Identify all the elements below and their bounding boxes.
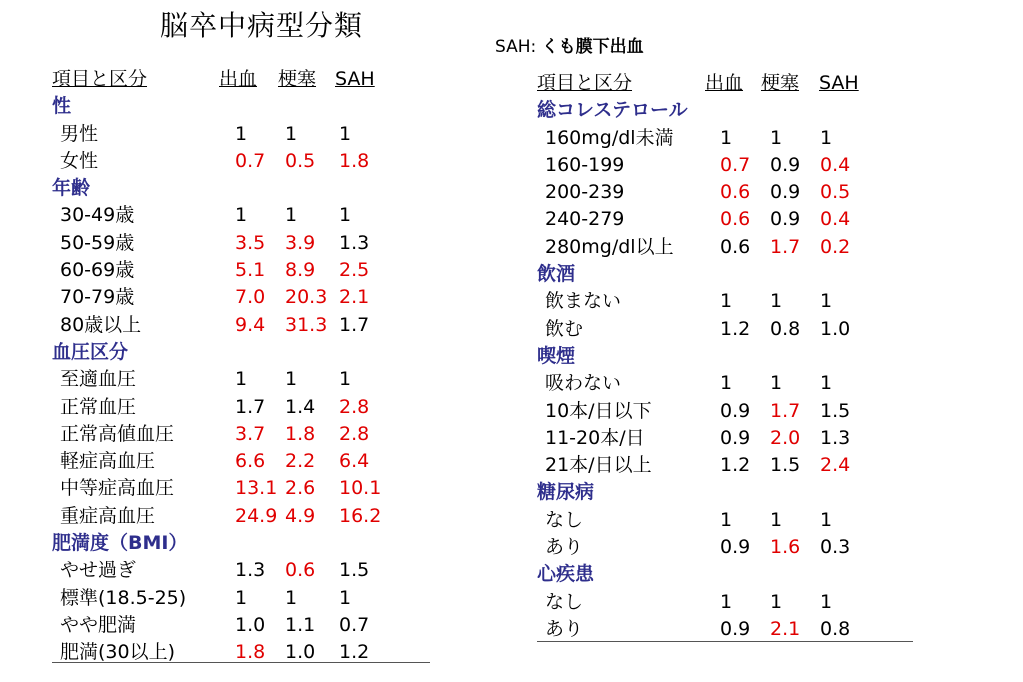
table-row [52, 585, 432, 612]
sah-value: 1.7 [339, 313, 370, 336]
row-label: 吸わない [545, 372, 622, 395]
infarction-value: 2.0 [770, 426, 801, 449]
sah-note-prefix: SAH: [495, 37, 542, 57]
category-label: 飲酒 [537, 263, 576, 286]
hemorrhage-value: 3.5 [235, 231, 266, 254]
infarction-value: 1 [770, 372, 783, 395]
hemorrhage-value: 1.2 [720, 317, 751, 340]
infarction-value: 1.8 [285, 422, 316, 445]
table-row [52, 421, 432, 448]
hemorrhage-value: 6.6 [235, 450, 266, 473]
table-row [537, 534, 915, 561]
infarction-value: 1.7 [770, 399, 801, 422]
sah-value: 0.4 [820, 208, 851, 231]
hemorrhage-value: 0.7 [235, 149, 266, 172]
row-label: やせ過ぎ [60, 559, 137, 582]
sah-value: 1 [339, 586, 352, 609]
category-row [537, 343, 915, 370]
table-row [52, 202, 432, 229]
sah-value: 1.3 [820, 426, 851, 449]
hemorrhage-value: 0.7 [720, 153, 751, 176]
category-label: 喫煙 [537, 344, 576, 367]
infarction-value: 8.9 [285, 259, 316, 282]
hemorrhage-value: 24.9 [235, 504, 278, 527]
table-row [52, 503, 432, 530]
header-label: 項目と区分 [537, 72, 633, 94]
table-row [537, 425, 915, 452]
infarction-value: 1 [770, 126, 783, 149]
infarction-value: 1.0 [285, 641, 316, 664]
hemorrhage-value: 0.9 [720, 399, 751, 422]
sah-value: 2.1 [339, 286, 370, 309]
category-label: 性 [52, 95, 72, 118]
row-label: 70-79歳 [60, 286, 135, 309]
sah-value: 1 [820, 290, 833, 313]
table-row [537, 206, 915, 233]
row-label: 女性 [60, 149, 99, 172]
table-row [537, 616, 915, 643]
sah-value: 16.2 [339, 504, 382, 527]
infarction-value: 0.9 [770, 208, 801, 231]
category-row [52, 530, 432, 557]
hemorrhage-value: 1 [235, 122, 248, 145]
row-label: 160mg/dl未満 [545, 126, 674, 149]
table-row [537, 316, 915, 343]
table-row [537, 125, 915, 152]
row-label: 飲まない [545, 290, 622, 313]
infarction-value: 3.9 [285, 231, 316, 254]
infarction-value: 1 [770, 290, 783, 313]
infarction-value: 2.1 [770, 617, 801, 640]
category-label: 年齢 [52, 177, 91, 200]
infarction-value: 0.8 [770, 317, 801, 340]
left-table [52, 66, 432, 667]
infarction-value: 1.7 [770, 235, 801, 258]
sah-value: 0.3 [820, 536, 851, 559]
hemorrhage-value: 0.9 [720, 536, 751, 559]
infarction-value: 1 [770, 508, 783, 531]
table-row [52, 121, 432, 148]
table-row [537, 370, 915, 397]
category-row [52, 339, 432, 366]
sah-note-text: くも膜下出血 [541, 37, 644, 57]
sah-value: 1.2 [339, 641, 370, 664]
hemorrhage-value: 1.8 [235, 641, 266, 664]
hemorrhage-value: 0.6 [720, 235, 751, 258]
hemorrhage-value: 5.1 [235, 259, 266, 282]
row-label: 軽症高血圧 [60, 450, 156, 473]
hemorrhage-value: 0.9 [720, 426, 751, 449]
table-row [52, 148, 432, 175]
category-row [537, 97, 915, 124]
hemorrhage-value: 1 [720, 508, 733, 531]
category-row [537, 261, 915, 288]
row-label: 至適血圧 [60, 368, 137, 391]
category-row [52, 175, 432, 202]
infarction-value: 31.3 [285, 313, 328, 336]
header-label: 項目と区分 [52, 68, 148, 90]
infarction-value: 2.6 [285, 477, 316, 500]
sah-value: 0.8 [820, 617, 851, 640]
hemorrhage-value: 13.1 [235, 477, 278, 500]
sah-abbreviation-note [495, 32, 644, 57]
category-label: 総コレステロール [537, 99, 688, 122]
sah-value: 0.5 [820, 181, 851, 204]
table-row [52, 230, 432, 257]
infarction-value: 2.2 [285, 450, 316, 473]
infarction-value: 1 [285, 204, 298, 227]
sah-value: 2.8 [339, 422, 370, 445]
row-label: あり [545, 617, 584, 640]
sah-value: 1 [820, 372, 833, 395]
row-label: 30-49歳 [60, 204, 135, 227]
row-label: 10本/日以下 [545, 399, 652, 422]
row-label: あり [545, 536, 584, 559]
row-label: 21本/日以上 [545, 454, 652, 477]
hemorrhage-value: 7.0 [235, 286, 266, 309]
row-label: なし [545, 590, 584, 613]
row-label: 肥満(30以上) [60, 641, 176, 664]
category-row [537, 561, 915, 588]
table-row [52, 557, 432, 584]
sah-value: 0.7 [339, 613, 370, 636]
sah-value: 0.4 [820, 153, 851, 176]
infarction-value: 1 [770, 590, 783, 613]
right-table [537, 70, 915, 643]
row-label: 280mg/dl以上 [545, 235, 674, 258]
sah-value: 1.8 [339, 149, 370, 172]
left-table-bottom-rule [52, 662, 430, 663]
row-label: 80歳以上 [60, 313, 142, 336]
header-infarction: 梗塞 [278, 68, 317, 90]
row-label: 240-279 [545, 208, 625, 231]
category-label: 糖尿病 [537, 481, 595, 504]
row-label: 飲む [545, 317, 584, 340]
row-label: 重症高血圧 [60, 504, 156, 527]
row-label: 標準(18.5-25) [60, 586, 187, 609]
category-row [52, 93, 432, 120]
category-label: 肥満度（BMI） [52, 532, 188, 555]
table-row [52, 312, 432, 339]
hemorrhage-value: 9.4 [235, 313, 266, 336]
hemorrhage-value: 1 [720, 126, 733, 149]
sah-value: 0.2 [820, 235, 851, 258]
row-label: 男性 [60, 122, 99, 145]
hemorrhage-value: 1 [235, 368, 248, 391]
header-sah: SAH [335, 68, 375, 90]
hemorrhage-value: 1.0 [235, 613, 266, 636]
sah-value: 1.5 [339, 559, 370, 582]
category-row [537, 479, 915, 506]
table-row [537, 589, 915, 616]
hemorrhage-value: 3.7 [235, 422, 266, 445]
category-label: 心疾患 [537, 563, 595, 586]
infarction-value: 1 [285, 122, 298, 145]
header-sah: SAH [819, 72, 859, 94]
table-row [52, 257, 432, 284]
row-label: 正常血圧 [60, 395, 137, 418]
table-row [52, 448, 432, 475]
infarction-value: 4.9 [285, 504, 316, 527]
row-label: 200-239 [545, 181, 625, 204]
hemorrhage-value: 1 [720, 290, 733, 313]
infarction-value: 1 [285, 586, 298, 609]
sah-value: 1 [820, 508, 833, 531]
row-label: なし [545, 508, 584, 531]
hemorrhage-value: 1 [235, 204, 248, 227]
infarction-value: 1.6 [770, 536, 801, 559]
left-table-rows [52, 93, 432, 666]
sah-value: 2.4 [820, 454, 851, 477]
infarction-value: 0.5 [285, 149, 316, 172]
hemorrhage-value: 0.6 [720, 208, 751, 231]
infarction-value: 0.9 [770, 153, 801, 176]
header-infarction: 梗塞 [761, 72, 800, 94]
right-table-bottom-rule [537, 641, 913, 642]
table-row [52, 394, 432, 421]
sah-value: 1 [339, 122, 352, 145]
table-row [537, 398, 915, 425]
row-label: 50-59歳 [60, 231, 135, 254]
right-table-rows [537, 97, 915, 643]
hemorrhage-value: 1 [720, 590, 733, 613]
infarction-value: 20.3 [285, 286, 328, 309]
infarction-value: 0.9 [770, 181, 801, 204]
table-row [537, 152, 915, 179]
header-hemorrhage: 出血 [705, 72, 744, 94]
header-hemorrhage: 出血 [219, 68, 258, 90]
row-label: 正常高値血圧 [60, 422, 175, 445]
hemorrhage-value: 1 [720, 372, 733, 395]
row-label: 中等症高血圧 [60, 477, 175, 500]
sah-value: 10.1 [339, 477, 382, 500]
right-table-header [537, 70, 915, 97]
table-row [52, 612, 432, 639]
hemorrhage-value: 1.3 [235, 559, 266, 582]
infarction-value: 1.1 [285, 613, 316, 636]
infarction-value: 1 [285, 368, 298, 391]
sah-value: 1.3 [339, 231, 370, 254]
row-label: 60-69歳 [60, 259, 135, 282]
table-row [52, 475, 432, 502]
sah-value: 2.8 [339, 395, 370, 418]
table-row [537, 234, 915, 261]
sah-value: 1 [820, 126, 833, 149]
infarction-value: 1.4 [285, 395, 316, 418]
infarction-value: 1.5 [770, 454, 801, 477]
row-label: 11-20本/日 [545, 426, 645, 449]
hemorrhage-value: 1.2 [720, 454, 751, 477]
hemorrhage-value: 1.7 [235, 395, 266, 418]
hemorrhage-value: 0.9 [720, 617, 751, 640]
sah-value: 1.0 [820, 317, 851, 340]
page-title: 脳卒中病型分類 [160, 9, 364, 42]
table-row [52, 284, 432, 311]
sah-value: 6.4 [339, 450, 370, 473]
hemorrhage-value: 1 [235, 586, 248, 609]
sah-value: 1 [820, 590, 833, 613]
table-row [537, 288, 915, 315]
hemorrhage-value: 0.6 [720, 181, 751, 204]
table-row [537, 507, 915, 534]
row-label: やや肥満 [60, 613, 137, 636]
sah-value: 1 [339, 368, 352, 391]
sah-value: 2.5 [339, 259, 370, 282]
sah-value: 1.5 [820, 399, 851, 422]
table-row [537, 179, 915, 206]
left-table-header [52, 66, 432, 93]
category-label: 血圧区分 [52, 340, 129, 363]
sah-value: 1 [339, 204, 352, 227]
row-label: 160-199 [545, 153, 625, 176]
infarction-value: 0.6 [285, 559, 316, 582]
table-row [537, 452, 915, 479]
table-row [52, 366, 432, 393]
